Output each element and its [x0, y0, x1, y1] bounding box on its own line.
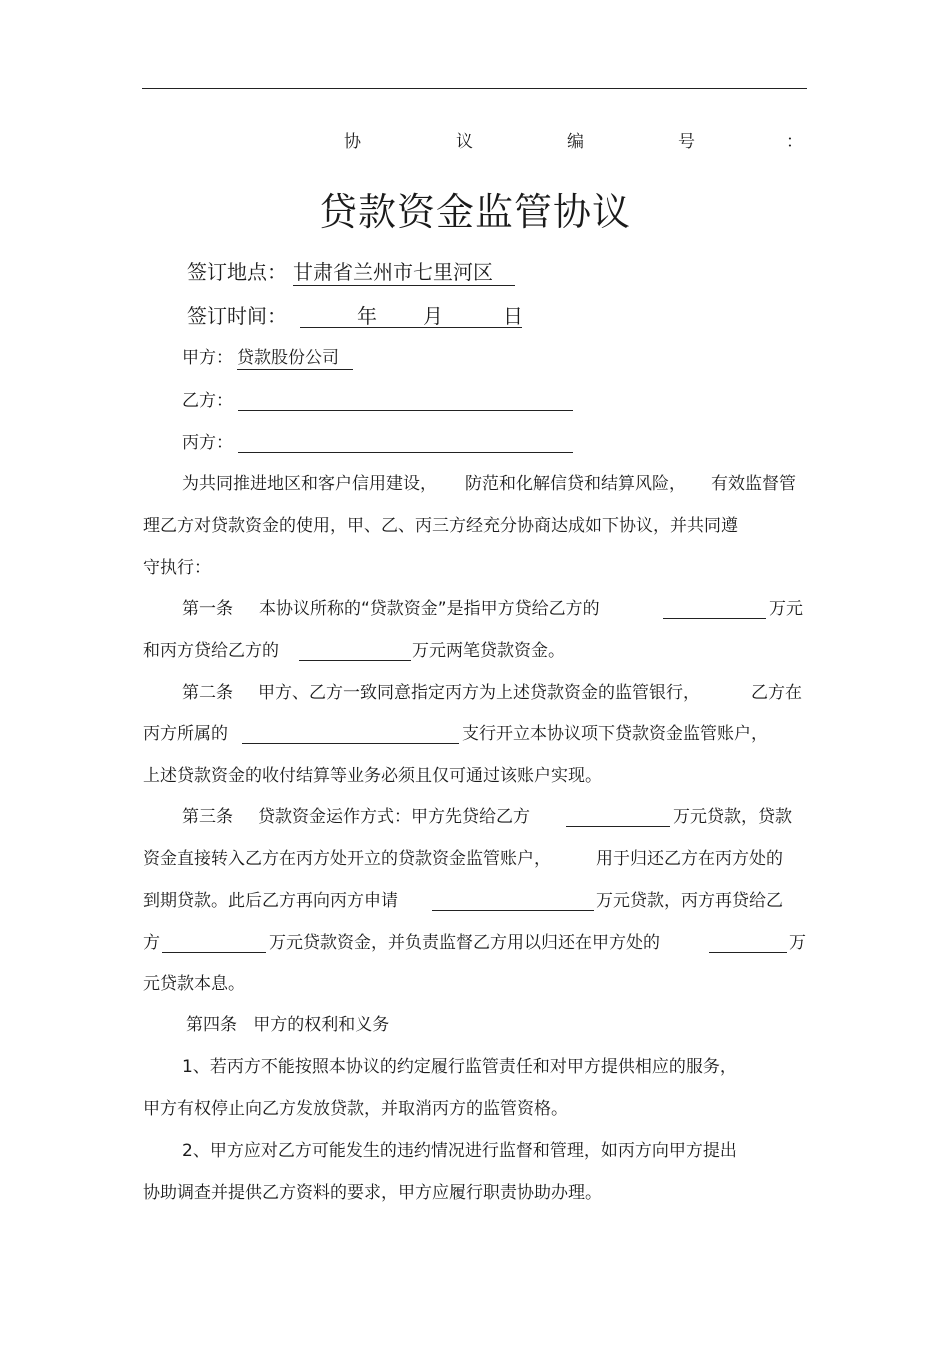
sign-time-label: 签订时间：	[187, 304, 287, 328]
article-3-text: 万元贷款资金，并负责监督乙方用以归还在甲方处的	[269, 933, 660, 953]
sign-place-label: 签订地点：	[187, 260, 287, 284]
article-3-text: 万元贷款，贷款	[673, 807, 792, 827]
sign-place-value: 甘肃省兰州市七里河区	[293, 259, 515, 286]
party-b-blank	[238, 410, 573, 411]
article-3-blank	[709, 952, 787, 953]
article-4-item-1: 甲方有权停止向乙方发放贷款，并取消丙方的监管资格。	[143, 1099, 568, 1119]
party-c-blank	[238, 452, 573, 453]
agreement-number-char: 编	[567, 132, 584, 152]
article-2-text: 甲方、乙方一致同意指定丙方为上述贷款资金的监管银行，	[258, 683, 700, 703]
article-1-heading: 第一条	[182, 599, 233, 619]
article-3-text: 用于归还乙方在丙方处的	[596, 849, 783, 869]
preamble-text: 有效监督管	[711, 474, 796, 494]
article-3-blank	[162, 952, 266, 953]
sign-time-year: 年	[357, 304, 377, 328]
party-c-label: 丙方：	[182, 433, 233, 453]
article-3-text: 方	[143, 933, 160, 953]
preamble-text: 理乙方对贷款资金的使用，甲、乙、丙三方经充分协商达成如下协议，并共同遵	[143, 516, 738, 536]
preamble-text: 防范和化解信贷和结算风险，	[465, 474, 686, 494]
article-4-item-2: 2、甲方应对乙方可能发生的违约情况进行监督和管理，如丙方向甲方提出	[182, 1141, 737, 1161]
sign-time-day: 日	[503, 304, 523, 328]
article-1-blank	[299, 660, 411, 661]
agreement-number-char: 号	[678, 132, 695, 152]
article-2-text: 丙方所属的	[143, 724, 228, 744]
article-4-item-2: 协助调查并提供乙方资料的要求，甲方应履行职责协助办理。	[143, 1183, 602, 1203]
article-3-heading: 第三条	[182, 807, 233, 827]
article-3-text: 到期贷款。此后乙方再向丙方申请	[143, 891, 398, 911]
article-3-text: 贷款资金运作方式：甲方先贷给乙方	[258, 807, 530, 827]
article-3-text: 万元贷款，丙方再贷给乙	[596, 891, 783, 911]
article-4-heading: 第四条 甲方的权利和义务	[186, 1015, 390, 1035]
sign-time-month: 月	[423, 304, 443, 328]
article-2-text: 上述贷款资金的收付结算等业务必须且仅可通过该账户实现。	[143, 766, 602, 786]
header-rule	[142, 88, 807, 89]
preamble-text: 守执行：	[143, 558, 211, 578]
article-1-text: 和丙方贷给乙方的	[143, 641, 279, 661]
article-3-text: 资金直接转入乙方在丙方处开立的贷款资金监管账户，	[143, 849, 551, 869]
article-3-text: 万	[789, 933, 806, 953]
article-3-text: 元贷款本息。	[143, 974, 245, 994]
agreement-number-char: 协	[344, 132, 361, 152]
party-b-label: 乙方：	[182, 391, 233, 411]
party-a-label: 甲方：	[182, 348, 233, 368]
article-3-blank	[432, 910, 594, 911]
article-2-blank	[242, 743, 459, 744]
article-1-blank	[663, 618, 766, 619]
article-1-text: 本协议所称的“贷款资金”是指甲方贷给乙方的	[259, 599, 600, 619]
agreement-number-char: ：	[786, 132, 803, 152]
agreement-number-char: 议	[456, 132, 473, 152]
article-4-item-1: 1、若丙方不能按照本协议的约定履行监管责任和对甲方提供相应的服务，	[182, 1057, 737, 1077]
article-2-text: 乙方在	[751, 683, 802, 703]
article-1-text: 万元	[769, 599, 803, 619]
preamble-text: 为共同推进地区和客户信用建设，	[182, 474, 437, 494]
party-a-value: 贷款股份公司	[237, 347, 353, 370]
sign-time-underline	[300, 327, 522, 328]
document-title: 贷款资金监管协议	[318, 190, 631, 234]
article-3-blank	[566, 826, 670, 827]
article-2-heading: 第二条	[182, 683, 233, 703]
article-2-text: 支行开立本协议项下贷款资金监管账户，	[462, 724, 768, 744]
article-1-text: 万元两笔贷款资金。	[412, 641, 565, 661]
